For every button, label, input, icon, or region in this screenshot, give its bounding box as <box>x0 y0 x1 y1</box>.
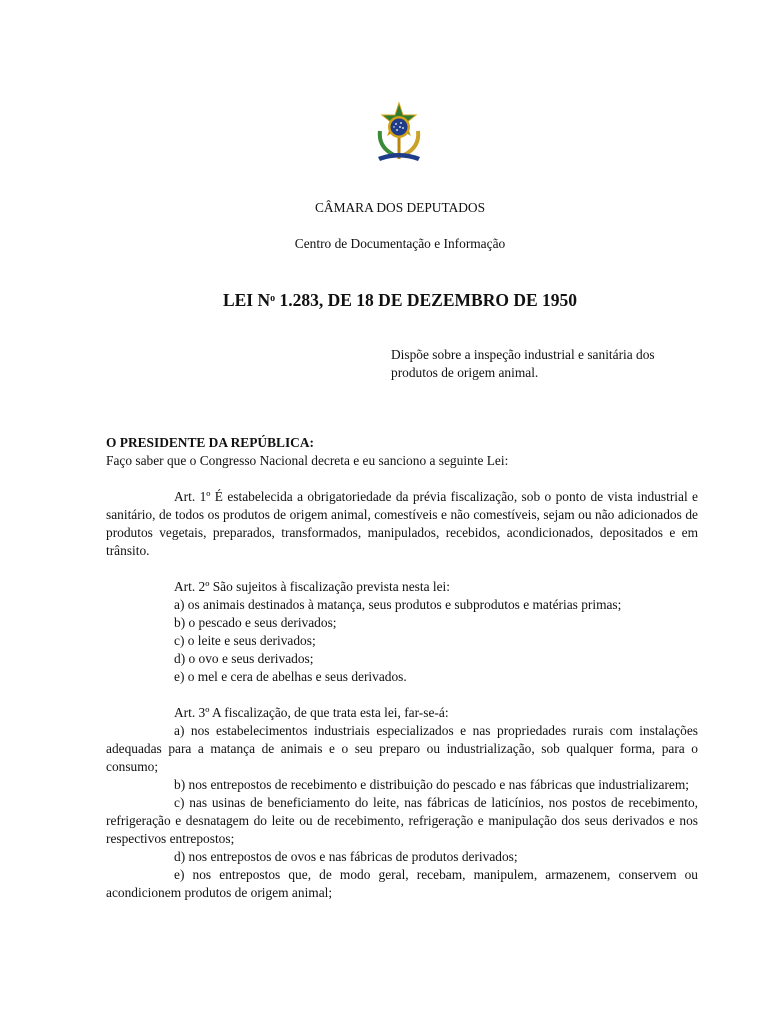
brazil-coat-of-arms-icon <box>372 101 426 163</box>
preamble-title: O PRESIDENTE DA REPÚBLICA: <box>106 435 314 450</box>
article-2-item-a: a) os animais destinados à matança, seus produtos e subprodutos e matérias primas; <box>174 597 622 612</box>
institution-name: CÂMARA DOS DEPUTADOS <box>314 200 486 215</box>
law-title: LEI $N^o$ 1.283, DE 18 DE DEZEMBRO DE 1950 <box>222 290 578 310</box>
preamble-text: Faço saber que o Congresso Nacional decreta e eu sanciono a seguinte Lei: <box>106 453 509 468</box>
article-1: Art. 1º É estabelecida a obrigatoriedade da prévia fiscalização, sob o ponto de vista industrial e sanitário, de todos os produtos de origem animal, comestíveis e não comestíveis, sejam ou não adicionados de produtos vegetais, preparados, transformados, manipulados, recebidos, acondicionados, depositados e em trânsito. <box>106 489 698 558</box>
article-3-item-b: b) nos entrepostos de recebimento e distribuição do pescado e nas fábricas que industrializarem; <box>174 777 689 792</box>
article-3-item-a: a) nos estabelecimentos industriais especializados e nas propriedades rurais com instalações adequadas para a matança de animais e o seu preparo ou industrialização, sob qualquer forma, para o consumo; <box>106 723 698 774</box>
law-body <box>106 434 698 902</box>
article-2-head: Art. 2º São sujeitos à fiscalização prevista nesta lei: <box>174 579 450 594</box>
department-name: Centro de Documentação e Informação <box>294 236 506 251</box>
article-3-head: Art. 3º A fiscalização, de que trata esta lei, far-se-á: <box>174 705 449 720</box>
article-2-item-d: d) o ovo e seus derivados; <box>174 651 314 666</box>
article-3-item-d: d) nos entrepostos de ovos e nas fábricas de produtos derivados; <box>174 849 518 864</box>
article-3-item-c: c) nas usinas de beneficiamento do leite, nas fábricas de laticínios, nos postos de recebimento, refrigeração e desnatagem do leite ou de recebimento, refrigeração e manipulação dos seus derivados e nos respectivos entrepostos; <box>106 795 698 846</box>
article-2-item-c: c) o leite e seus derivados; <box>174 633 316 648</box>
article-3-item-e: e) nos entrepostos que, de modo geral, recebam, manipulem, armazenem, conservem ou acondicionem produtos de origem animal; <box>106 867 698 900</box>
article-2-item-e: e) o mel e cera de abelhas e seus derivados. <box>174 669 407 684</box>
article-2-item-b: b) o pescado e seus derivados; <box>174 615 337 630</box>
law-summary: Dispõe sobre a inspeção industrial e sanitária dos produtos de origem animal. <box>391 347 655 380</box>
